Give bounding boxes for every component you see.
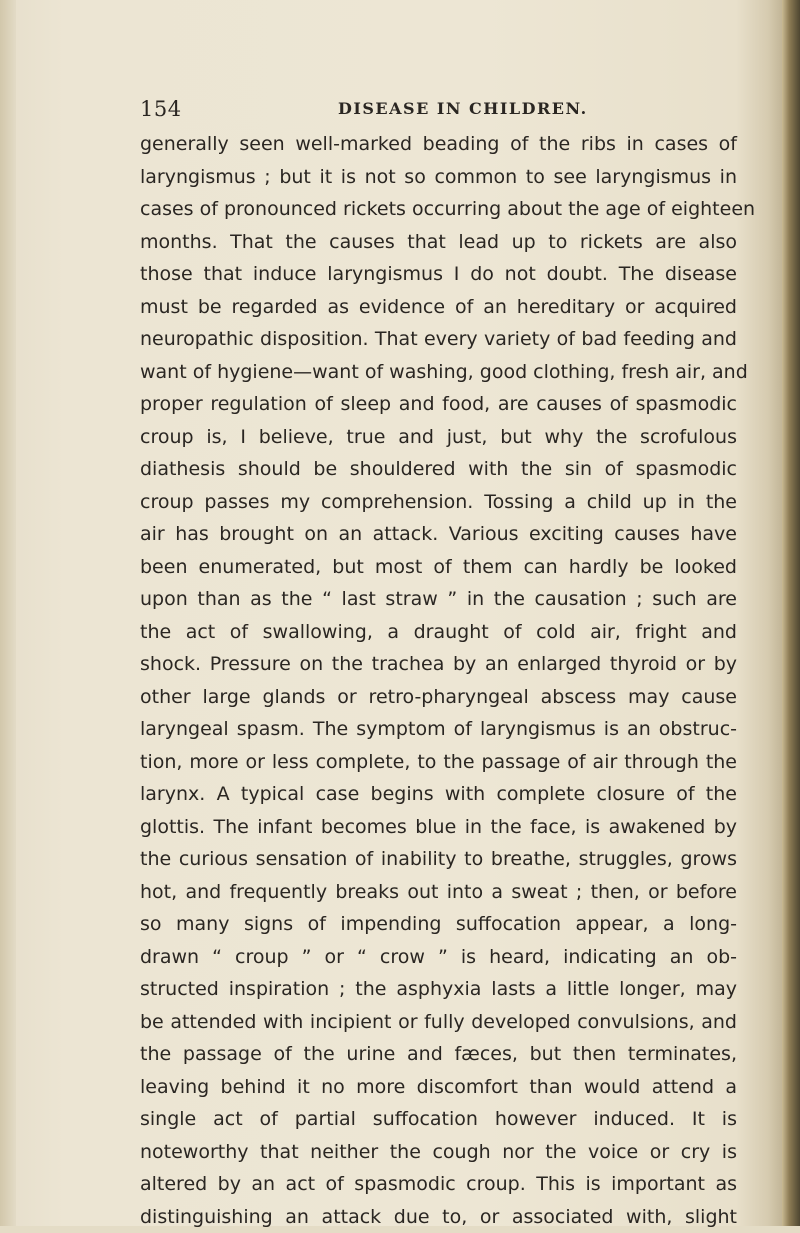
text-line: noteworthy that neither the cough nor the voice or cry is xyxy=(140,1136,737,1169)
body-text xyxy=(140,128,737,1233)
text-line: generally seen well-marked beading of the ribs in cases of xyxy=(140,128,737,161)
text-line: tion, more or less complete, to the passage of air through the xyxy=(140,746,737,779)
text-line: air has brought on an attack. Various exciting causes have xyxy=(140,518,737,551)
text-line: shock. Pressure on the trachea by an enlarged thyroid or by xyxy=(140,648,737,681)
page-header xyxy=(140,97,760,127)
page-gutter-left xyxy=(0,0,16,1226)
page-edge-right xyxy=(782,0,800,1226)
text-line: the curious sensation of inability to breathe, struggles, grows xyxy=(140,843,737,876)
text-line: must be regarded as evidence of an hereditary or acquired xyxy=(140,291,737,324)
text-line: other large glands or retro-pharyngeal abscess may cause xyxy=(140,681,737,714)
text-line: laryngismus ; but it is not so common to see laryngismus in xyxy=(140,161,737,194)
text-line: diathesis should be shouldered with the sin of spasmodic xyxy=(140,453,737,486)
text-line: single act of partial suffocation however induced. It is xyxy=(140,1103,737,1136)
text-line: altered by an act of spasmodic croup. This is important as xyxy=(140,1168,737,1201)
text-line: leaving behind it no more discomfort than would attend a xyxy=(140,1071,737,1104)
text-line: want of hygiene—want of washing, good clothing, fresh air, and xyxy=(140,356,737,389)
text-line: the act of swallowing, a draught of cold air, fright and xyxy=(140,616,737,649)
text-line: glottis. The infant becomes blue in the face, is awakened by xyxy=(140,811,737,844)
text-line: structed inspiration ; the asphyxia lasts a little longer, may xyxy=(140,973,737,1006)
running-head: DISEASE IN CHILDREN. xyxy=(338,99,588,118)
text-line: months. That the causes that lead up to rickets are also xyxy=(140,226,737,259)
page-number: 154 xyxy=(140,97,182,121)
text-line: croup passes my comprehension. Tossing a child up in the xyxy=(140,486,737,519)
text-line: drawn “ croup ” or “ crow ” is heard, indicating an ob- xyxy=(140,941,737,974)
text-line: proper regulation of sleep and food, are causes of spasmodic xyxy=(140,388,737,421)
text-line: be attended with incipient or fully developed convulsions, and xyxy=(140,1006,737,1039)
text-line: upon than as the “ last straw ” in the causation ; such are xyxy=(140,583,737,616)
text-line: cases of pronounced rickets occurring about the age of eighteen xyxy=(140,193,737,226)
text-line: been enumerated, but most of them can hardly be looked xyxy=(140,551,737,584)
text-line: neuropathic disposition. That every variety of bad feeding and xyxy=(140,323,737,356)
text-line: the passage of the urine and fæces, but then terminates, xyxy=(140,1038,737,1071)
text-line: laryngeal spasm. The symptom of laryngismus is an obstruc- xyxy=(140,713,737,746)
text-line: those that induce laryngismus I do not doubt. The disease xyxy=(140,258,737,291)
text-line: hot, and frequently breaks out into a sweat ; then, or before xyxy=(140,876,737,909)
text-line: distinguishing an attack due to, or associated with, slight xyxy=(140,1201,737,1233)
text-line: larynx. A typical case begins with complete closure of the xyxy=(140,778,737,811)
text-line: croup is, I believe, true and just, but why the scrofulous xyxy=(140,421,737,454)
text-line: so many signs of impending suffocation appear, a long- xyxy=(140,908,737,941)
